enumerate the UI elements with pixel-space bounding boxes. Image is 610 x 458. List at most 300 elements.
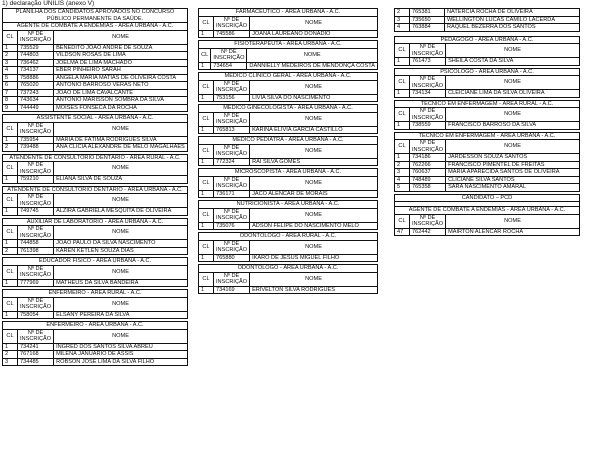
name-cell: DANNIELLY MEDEIROS DE MENDONÇA COSTA — [247, 62, 378, 70]
table-row — [199, 286, 378, 294]
candidate-table — [2, 114, 188, 152]
name-cell: FRANCISCO BARROSO DA SILVA — [446, 122, 580, 130]
rank-cell: 1 — [3, 311, 18, 319]
section-title-row — [3, 186, 188, 194]
rank-cell: 2 — [395, 9, 410, 17]
inscription-cell: 734169 — [214, 286, 250, 294]
rank-cell: 1 — [199, 126, 214, 134]
table-header-row — [395, 108, 580, 122]
inscription-cell: 777969 — [18, 279, 54, 287]
name-cell: JOELMA DE LIMA MACHADO — [54, 59, 188, 67]
header-cl: CL — [3, 265, 18, 279]
rank-cell: 47 — [395, 228, 410, 236]
section-title-row — [3, 154, 188, 162]
table-row — [3, 240, 188, 248]
rank-cell: 1 — [3, 176, 18, 184]
rank-cell: 3 — [3, 358, 18, 366]
header-inscricao: Nº DE INSCRIÇÃO — [410, 76, 446, 90]
table-row — [395, 154, 580, 162]
candidate-table — [198, 168, 378, 198]
section-title: PLANILHA DOS CANDIDATOS APROVADOS NO CONCURSO PÚBLICO PERMANENTE DA SAÚDE. — [3, 9, 188, 23]
inscription-cell: 734134 — [410, 90, 446, 98]
header-inscricao: Nº DE INSCRIÇÃO — [214, 272, 250, 286]
table-row — [199, 30, 378, 38]
table-row — [395, 90, 580, 98]
section-title-row — [3, 9, 188, 23]
pcd-label: CANDIDATO – PCD — [395, 194, 580, 202]
table-row — [199, 158, 378, 166]
rank-cell: 1 — [199, 286, 214, 294]
header-nome: NOME — [247, 48, 378, 62]
pcd-title-row — [395, 207, 580, 215]
header-inscricao: Nº DE INSCRIÇÃO — [18, 162, 54, 176]
rank-cell: 9 — [3, 104, 18, 112]
section-title: ENFERMEIRO - ÁREA RURAL - A.C. — [3, 290, 188, 298]
header-cl: CL — [199, 80, 214, 94]
name-cell: MOISES FONSECA DA ROCHA — [54, 104, 188, 112]
inscription-cell: 758054 — [18, 311, 54, 319]
name-cell: MAIRTON ALENCAR ROCHA — [446, 228, 580, 236]
header-cl: CL — [3, 30, 18, 44]
rank-cell: 5 — [3, 74, 18, 82]
inscription-cell: 761473 — [410, 58, 446, 66]
table-row — [3, 59, 188, 67]
inscription-cell: 737243 — [18, 89, 54, 97]
table-row — [3, 44, 188, 52]
name-cell: MILENA JANUÁRIO DE ASSIS — [54, 351, 188, 359]
table-row — [199, 62, 378, 70]
header-nome: NOME — [446, 44, 580, 58]
header-cl: CL — [199, 112, 214, 126]
name-cell: JOAO PAULO DA SILVA NASCIMENTO — [54, 240, 188, 248]
name-cell: KAREN KETLEN SOUZA DIAS — [54, 247, 188, 255]
table-row — [3, 176, 188, 184]
candidate-table — [394, 68, 580, 98]
document-title: 1) declaração UNILIS (anexo V) — [2, 0, 95, 7]
inscription-cell: 735954 — [18, 136, 54, 144]
table-row — [3, 89, 188, 97]
inscription-cell: 735529 — [18, 44, 54, 52]
section-title-row — [199, 41, 378, 49]
section-title-row — [3, 218, 188, 226]
table-row — [199, 222, 378, 230]
header-nome: NOME — [54, 162, 188, 176]
table-header-row — [3, 329, 188, 343]
section-title: ATENDENTE DE CONSULTÓRIO DENTÁRIO - ÁREA RURAL - A.C. — [3, 154, 188, 162]
candidate-table — [2, 186, 188, 216]
table-header-row — [199, 240, 378, 254]
pcd-label-row — [395, 194, 580, 202]
header-nome: NOME — [250, 112, 378, 126]
name-cell: RAÍ SILVA GOMES — [250, 158, 378, 166]
rank-cell: 7 — [3, 89, 18, 97]
table-header-row — [199, 176, 378, 190]
section-title: ASSISTENTE SOCIAL - ÁREA URBANA - A.C. — [3, 115, 188, 123]
rank-cell: 1 — [199, 30, 214, 38]
table-row — [3, 144, 188, 152]
header-inscricao: Nº DE INSCRIÇÃO — [18, 265, 54, 279]
rank-cell: 2 — [3, 52, 18, 60]
table-row — [199, 126, 378, 134]
table-header-row — [199, 112, 378, 126]
inscription-cell: 734485 — [18, 358, 54, 366]
column-a — [2, 8, 188, 368]
table-row — [199, 190, 378, 198]
candidate-table — [198, 40, 378, 70]
name-cell: NATÉRCIA ROCHA DE OLIVEIRA — [445, 9, 580, 17]
section-title-row — [199, 201, 378, 209]
table-row — [395, 161, 580, 169]
inscription-cell: 765813 — [214, 126, 250, 134]
header-cl: CL — [3, 162, 18, 176]
name-cell: FRANCISCO PIMENTEL DE FREITAS — [446, 161, 580, 169]
name-cell: JACÓ ALENCAR DE MORAIS — [250, 190, 378, 198]
inscription-cell: 762266 — [410, 161, 446, 169]
table-row — [3, 351, 188, 359]
header-inscricao: Nº DE INSCRIÇÃO — [18, 226, 54, 240]
table-header-row — [199, 80, 378, 94]
rank-cell: 1 — [3, 208, 18, 216]
name-cell: ALZIRA GABRIELA MESQUITA DE OLIVEIRA — [54, 208, 188, 216]
header-cl: CL — [199, 208, 214, 222]
candidate-table — [2, 321, 188, 366]
header-cl: CL — [199, 144, 214, 158]
rank-cell: 4 — [395, 24, 410, 32]
header-inscricao: Nº DE INSCRIÇÃO — [214, 208, 250, 222]
section-title: ENFERMEIRO - ÁREA URBANA - A.C. — [3, 322, 188, 330]
table-row — [3, 311, 188, 319]
header-inscricao: Nº DE INSCRIÇÃO — [410, 108, 446, 122]
rank-cell: 1 — [199, 158, 214, 166]
section-title-row — [199, 169, 378, 177]
header-nome: NOME — [54, 226, 188, 240]
section-title: EDUCADOR FÍSICO - ÁREA URBANA - A.C. — [3, 258, 188, 266]
table-row — [395, 24, 580, 32]
section-title-row — [199, 233, 378, 241]
inscription-cell: 760637 — [410, 169, 446, 177]
header-inscricao: Nº DE INSCRIÇÃO — [214, 144, 250, 158]
name-cell: RAQUEL BEZERRA DOS SANTOS — [445, 24, 580, 32]
header-inscricao: Nº DE INSCRIÇÃO — [18, 297, 54, 311]
rank-cell: 3 — [395, 16, 410, 24]
candidate-table — [394, 36, 580, 66]
header-nome: NOME — [54, 194, 188, 208]
table-header-row — [3, 194, 188, 208]
name-cell: ÍKARO DE JESUS MIGUEL FILHO — [250, 254, 378, 262]
name-cell: CLEICIANE LIMA DA SILVA OLIVEIRA — [446, 90, 580, 98]
inscription-cell: 736462 — [18, 59, 54, 67]
header-nome: NOME — [250, 240, 378, 254]
inscription-cell: 763884 — [410, 24, 445, 32]
rank-cell: 1 — [3, 240, 18, 248]
name-cell: VILDSON ROSAS DE LIMA — [54, 52, 188, 60]
section-title: ATENDENTE DE CONSULTÓRIO DENTÁRIO - ÁREA URBANA - A.C. — [3, 186, 188, 194]
table-header-row — [199, 272, 378, 286]
inscription-cell: 744858 — [18, 240, 54, 248]
candidate-table — [198, 264, 378, 294]
candidate-table — [2, 257, 188, 287]
rank-cell: 1 — [3, 44, 18, 52]
inscription-cell: 744803 — [18, 52, 54, 60]
table-header-row — [199, 208, 378, 222]
name-cell: JOAO DE LIMA CAVALCANTE — [54, 89, 188, 97]
header-cl: CL — [199, 176, 214, 190]
header-nome: NOME — [446, 140, 580, 154]
rank-cell: 1 — [199, 190, 214, 198]
candidate-table — [394, 8, 580, 32]
section-title-row — [3, 322, 188, 330]
inscription-cell: 738559 — [410, 122, 446, 130]
table-row — [3, 97, 188, 105]
inscription-cell: 761398 — [18, 247, 54, 255]
table-row — [3, 247, 188, 255]
name-cell: ERIVELTON SILVA RODRIGUES — [250, 286, 378, 294]
header-inscricao: Nº DE INSCRIÇÃO — [214, 16, 250, 30]
name-cell: ANA CLÍCIA ALEXANDRE DE MELO MAGALHÃES — [54, 144, 188, 152]
section-title: ODONTÓLOGO - ÁREA URBANA - A.C. — [199, 265, 378, 273]
header-nome: NOME — [54, 297, 188, 311]
header-inscricao: Nº DE INSCRIÇÃO — [18, 122, 54, 136]
inscription-cell: 744449 — [18, 104, 54, 112]
header-inscricao: Nº DE INSCRIÇÃO — [18, 194, 54, 208]
inscription-cell: 753156 — [214, 94, 250, 102]
section-title: PSICÓLOGO - ÁREA URBANA - A.C. — [395, 68, 580, 76]
table-row — [3, 82, 188, 90]
header-cl: CL — [3, 226, 18, 240]
rank-cell: 1 — [199, 254, 214, 262]
header-nome: NOME — [250, 144, 378, 158]
candidate-table — [394, 132, 580, 192]
table-row — [199, 254, 378, 262]
table-header-row — [3, 122, 188, 136]
section-title: MÉDICO GINECOLOGISTA - ÁREA URBANA - A.C. — [199, 105, 378, 113]
pcd-table — [394, 194, 580, 237]
section-title-row — [395, 68, 580, 76]
rank-cell: 6 — [3, 82, 18, 90]
candidate-table — [2, 154, 188, 184]
header-cl: CL — [395, 140, 410, 154]
table-row — [3, 208, 188, 216]
rank-cell: 1 — [395, 90, 410, 98]
table-header-row — [3, 162, 188, 176]
section-title: FISIOTERAPEUTA - ÁREA URBANA - A.C. — [199, 41, 378, 49]
name-cell: KARINA ELIVIA GARCIA CASTILLO — [250, 126, 378, 134]
table-row — [3, 279, 188, 287]
section-title-row — [395, 100, 580, 108]
section-subtitle: AGENTE DE COMBATE A ENDEMIAS - ÁREA URBANA - A.C. — [3, 23, 188, 31]
rank-cell: 1 — [199, 62, 211, 70]
table-header-row — [395, 44, 580, 58]
header-nome: NOME — [250, 272, 378, 286]
section-title: PEDAGOGO - ÁREA URBANA - A.C. — [395, 36, 580, 44]
header-inscricao: Nº DE INSCRIÇÃO — [410, 214, 446, 228]
header-cl: CL — [395, 214, 410, 228]
section-title-row — [395, 36, 580, 44]
rank-cell: 1 — [199, 94, 214, 102]
name-cell: ELSANY PEREIRA DA SILVA — [54, 311, 188, 319]
header-inscricao: Nº DE INSCRIÇÃO — [214, 240, 250, 254]
table-header-row — [3, 226, 188, 240]
section-title-row — [199, 137, 378, 145]
section-title: FARMACÊUTICO - ÁREA URBANA - A.C. — [199, 9, 378, 17]
inscription-cell: 734137 — [18, 67, 54, 75]
inscription-cell: 734241 — [18, 343, 54, 351]
header-cl: CL — [199, 272, 214, 286]
rank-cell: 2 — [3, 351, 18, 359]
name-cell: INGRED DOS SANTOS SILVA ABREU — [54, 343, 188, 351]
candidate-table — [2, 8, 188, 112]
header-cl: CL — [3, 329, 18, 343]
table-row — [395, 122, 580, 130]
table-row — [199, 94, 378, 102]
name-cell: ANTONIO MARISSON SOMBRA DA SILVA — [54, 97, 188, 105]
rank-cell: 3 — [395, 169, 410, 177]
candidate-table — [2, 289, 188, 319]
name-cell: ADSON FELIPE DO NASCIMENTO MELO — [250, 222, 378, 230]
inscription-cell: 743634 — [18, 97, 54, 105]
name-cell: EBER PINHEIRO SARAH — [54, 67, 188, 75]
name-cell: WELLINGTON LUCAS CAMILO LACERDA — [445, 16, 580, 24]
header-nome: NOME — [250, 208, 378, 222]
header-cl: CL — [199, 240, 214, 254]
header-inscricao: Nº DE INSCRIÇÃO — [18, 30, 54, 44]
inscription-cell: 735650 — [410, 16, 445, 24]
header-nome: NOME — [54, 122, 188, 136]
inscription-cell: 735076 — [214, 222, 250, 230]
inscription-cell: 749745 — [18, 208, 54, 216]
table-row — [395, 169, 580, 177]
section-title-row — [3, 258, 188, 266]
rank-cell: 4 — [3, 67, 18, 75]
inscription-cell: 765880 — [214, 254, 250, 262]
header-inscricao: Nº DE INSCRIÇÃO — [211, 48, 247, 62]
name-cell: ROBSON JOSE LIMA DA SILVA FILHO — [54, 358, 188, 366]
inscription-cell: 765020 — [18, 82, 54, 90]
inscription-cell: 758886 — [18, 74, 54, 82]
section-subtitle-row — [3, 23, 188, 31]
header-nome: NOME — [250, 80, 378, 94]
header-nome: NOME — [250, 176, 378, 190]
table-header-row — [199, 16, 378, 30]
candidate-table — [2, 218, 188, 256]
table-header-row — [395, 76, 580, 90]
section-title: MÉDICO CLÍNICO GERAL - ÁREA URBANA - A.C. — [199, 73, 378, 81]
header-cl: CL — [3, 122, 18, 136]
rank-cell: 1 — [3, 136, 18, 144]
name-cell: LÍVIA SILVA DO NASCIMENTO — [250, 94, 378, 102]
header-inscricao: Nº DE INSCRIÇÃO — [410, 44, 446, 58]
table-header-row — [199, 48, 378, 62]
section-title: NUTRICIONISTA - ÁREA URBANA - A.C. — [199, 201, 378, 209]
name-cell: ANTONIO BARROSO VERAS NETO — [54, 82, 188, 90]
table-header-row — [3, 30, 188, 44]
header-inscricao: Nº DE INSCRIÇÃO — [18, 329, 54, 343]
rank-cell: 5 — [395, 184, 410, 192]
inscription-cell: 767168 — [18, 351, 54, 359]
name-cell: MARIA DE FÁTIMA RODRIGUES SILVA — [54, 136, 188, 144]
header-nome: NOME — [54, 265, 188, 279]
table-header-row — [199, 144, 378, 158]
table-row — [3, 136, 188, 144]
name-cell: BENEDITO JOÃO ANDRÉ DE SOUZA — [54, 44, 188, 52]
section-title: MÉDICO PEDIATRA - ÁREA URBANA - A.C. — [199, 137, 378, 145]
name-cell: ANGELA MARIA MATIAS DE OLIVEIRA COSTA — [54, 74, 188, 82]
rank-cell: 8 — [3, 97, 18, 105]
header-inscricao: Nº DE INSCRIÇÃO — [214, 176, 250, 190]
candidate-table — [198, 200, 378, 230]
section-title: MICROSCOPISTA - ÁREA URBANA - A.C. — [199, 169, 378, 177]
column-c — [394, 8, 580, 238]
inscription-cell: 734654 — [211, 62, 247, 70]
inscription-cell: 765358 — [410, 184, 446, 192]
header-nome: NOME — [54, 329, 188, 343]
inscription-cell: 762442 — [410, 228, 446, 236]
rank-cell: 1 — [199, 222, 214, 230]
candidate-table — [198, 136, 378, 166]
header-cl: CL — [395, 108, 410, 122]
rank-cell: 1 — [395, 58, 410, 66]
table-row — [395, 58, 580, 66]
inscription-cell: 734186 — [410, 154, 446, 162]
name-cell: MATHEUS DA SILVA BANDEIRA — [54, 279, 188, 287]
section-title: TÉCNICO EM ENFERMAGEM - ÁREA RURAL - A.C. — [395, 100, 580, 108]
rank-cell: 2 — [3, 247, 18, 255]
section-title-row — [3, 115, 188, 123]
table-header-row — [3, 297, 188, 311]
name-cell: CLICIANE SILVA SANTOS — [446, 176, 580, 184]
inscription-cell: 759210 — [18, 176, 54, 184]
rank-cell: 1 — [395, 122, 410, 130]
section-title-row — [199, 265, 378, 273]
section-title: AUXILIAR DE LABORATÓRIO - ÁREA URBANA - A.C. — [3, 218, 188, 226]
table-row — [3, 104, 188, 112]
table-row — [3, 358, 188, 366]
inscription-cell: 765381 — [410, 9, 445, 17]
table-header-row — [395, 214, 580, 228]
candidate-table — [198, 8, 378, 38]
rank-cell: 1 — [3, 343, 18, 351]
header-nome: NOME — [446, 108, 580, 122]
header-inscricao: Nº DE INSCRIÇÃO — [214, 80, 250, 94]
table-row — [395, 184, 580, 192]
header-nome: NOME — [54, 30, 188, 44]
header-inscricao: Nº DE INSCRIÇÃO — [214, 112, 250, 126]
section-title-row — [3, 290, 188, 298]
table-row — [3, 52, 188, 60]
section-title-row — [199, 105, 378, 113]
header-nome: NOME — [250, 16, 378, 30]
table-row — [395, 176, 580, 184]
table-header-row — [395, 140, 580, 154]
inscription-cell: 772324 — [214, 158, 250, 166]
header-cl: CL — [199, 16, 214, 30]
inscription-cell: 739488 — [18, 144, 54, 152]
table-row — [395, 9, 580, 17]
header-cl: CL — [3, 297, 18, 311]
rank-cell: 1 — [3, 279, 18, 287]
header-cl: CL — [395, 44, 410, 58]
header-cl: CL — [199, 48, 211, 62]
candidate-table — [198, 72, 378, 102]
section-title-row — [199, 73, 378, 81]
header-cl: CL — [3, 194, 18, 208]
table-row — [395, 228, 580, 236]
rank-cell: 4 — [395, 176, 410, 184]
name-cell: SHEILA COSTA DA SILVA — [446, 58, 580, 66]
candidate-table — [198, 104, 378, 134]
column-b — [198, 8, 378, 296]
rank-cell: 2 — [3, 144, 18, 152]
